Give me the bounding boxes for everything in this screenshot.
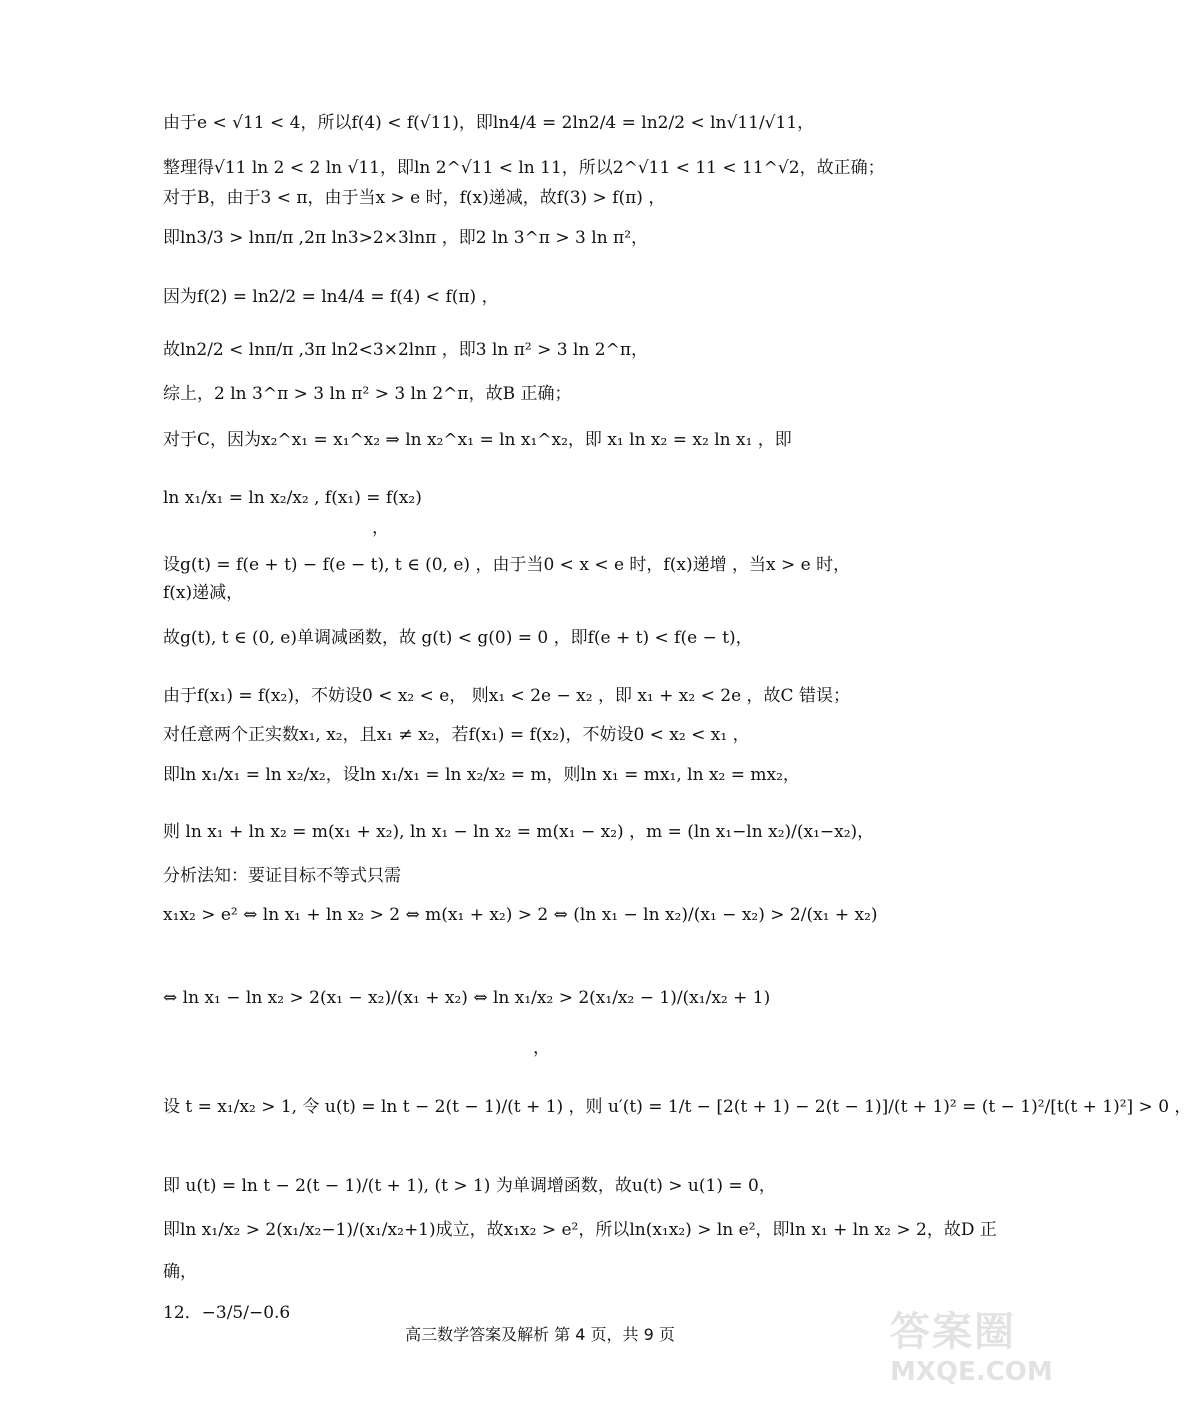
line-13: 由于f(x₁) = f(x₂)，不妨设0 < x₂ < e， 则x₁ < 2e − x₂ ，即 x₁ + x₂ < 2e ，故C 错误； <box>163 686 850 706</box>
line-15: 即ln x₁/x₁ = ln x₂/x₂，设ln x₁/x₁ = ln x₂/x₂ = m，则ln x₁ = mx₁, ln x₂ = mx₂， <box>163 765 800 785</box>
line-1: 由于e < √11 < 4，所以f(4) < f(√11)，即ln4/4 = 2ln2/4 = ln2/2 < ln√11/√11， <box>163 113 815 133</box>
answer-12: 12．−3/5/−0.6 <box>163 1303 291 1323</box>
line-17: 分析法知：要证目标不等式只需 <box>163 866 401 886</box>
line-3: 对于B，由于3 < π，由于当x > e 时，f(x)递减，故f(3) > f(π) ， <box>163 188 666 208</box>
line-4: 即ln3/3 > lnπ/π ,2π ln3>2×3lnπ ，即2 ln 3^π > 3 ln π²， <box>163 228 649 248</box>
watermark-text: 答案圈 <box>890 1309 1016 1355</box>
watermark-url: MXQE.COM <box>890 1357 1053 1387</box>
line-21: 即 u(t) = ln t − 2(t − 1)/(t + 1), (t > 1) 为单调增函数，故u(t) > u(1) = 0， <box>163 1176 776 1196</box>
line-10: 设g(t) = f(e + t) − f(e − t), t ∈ (0, e) ，由于当0 < x < e 时，f(x)递增 ，当x > e 时， <box>163 555 851 575</box>
line-7: 综上，2 ln 3^π > 3 ln π² > 3 ln 2^π，故B 正确； <box>163 384 572 404</box>
line-6: 故ln2/2 < lnπ/π ,3π ln2<3×2lnπ ，即3 ln π² > 3 ln 2^π， <box>163 340 649 360</box>
line-9-comma: ， <box>372 518 389 538</box>
line-11: f(x)递减， <box>163 583 244 603</box>
line-2: 整理得√11 ln 2 < 2 ln √11，即ln 2^√11 < ln 11，所以2^√11 < 11 < 11^√2，故正确； <box>163 158 885 178</box>
line-19: ⇔ ln x₁ − ln x₂ > 2(x₁ − x₂)/(x₁ + x₂) ⇔ ln x₁/x₂ > 2(x₁/x₂ − 1)/(x₁/x₂ + 1) <box>163 988 771 1008</box>
line-19-comma: ， <box>533 1038 550 1058</box>
line-12: 故g(t), t ∈ (0, e)单调减函数，故 g(t) < g(0) = 0 ，即f(e + t) < f(e − t)， <box>163 628 753 648</box>
line-22: 即ln x₁/x₂ > 2(x₁/x₂−1)/(x₁/x₂+1)成立，故x₁x₂ > e²，所以ln(x₁x₂) > ln e²，即ln x₁ + ln x₂ > 2，故D 正 <box>163 1220 997 1240</box>
line-5: 因为f(2) = ln2/2 = ln4/4 = f(4) < f(π) ， <box>163 287 499 307</box>
line-8: 对于C，因为x₂^x₁ = x₁^x₂ ⇒ ln x₂^x₁ = ln x₁^x₂，即 x₁ ln x₂ = x₂ ln x₁ ，即 <box>163 430 792 450</box>
line-16: 则 ln x₁ + ln x₂ = m(x₁ + x₂), ln x₁ − ln x₂ = m(x₁ − x₂) ，m = (ln x₁−ln x₂)/(x₁−x₂)， <box>163 822 875 842</box>
line-18: x₁x₂ > e² ⇔ ln x₁ + ln x₂ > 2 ⇔ m(x₁ + x₂) > 2 ⇔ (ln x₁ − ln x₂)/(x₁ − x₂) > 2/(x₁ + x₂) <box>163 905 878 925</box>
line-23: 确， <box>163 1262 197 1282</box>
line-14: 对任意两个正实数x₁, x₂，且x₁ ≠ x₂，若f(x₁) = f(x₂)，不妨设0 < x₂ < x₁ ， <box>163 725 750 745</box>
line-9-formula: ln x₁/x₁ = ln x₂/x₂ , f(x₁) = f(x₂) <box>163 488 422 508</box>
page-footer: 高三数学答案及解析 第 4 页，共 9 页 <box>405 1325 675 1344</box>
watermark-logo <box>890 1300 1070 1405</box>
line-20: 设 t = x₁/x₂ > 1, 令 u(t) = ln t − 2(t − 1)/(t + 1) ，则 u′(t) = 1/t − [2(t + 1) − 2(t − 1)]/(t + 1)² = (t − 1)²/[t(t + 1)²] > 0 ， <box>163 1097 1191 1117</box>
